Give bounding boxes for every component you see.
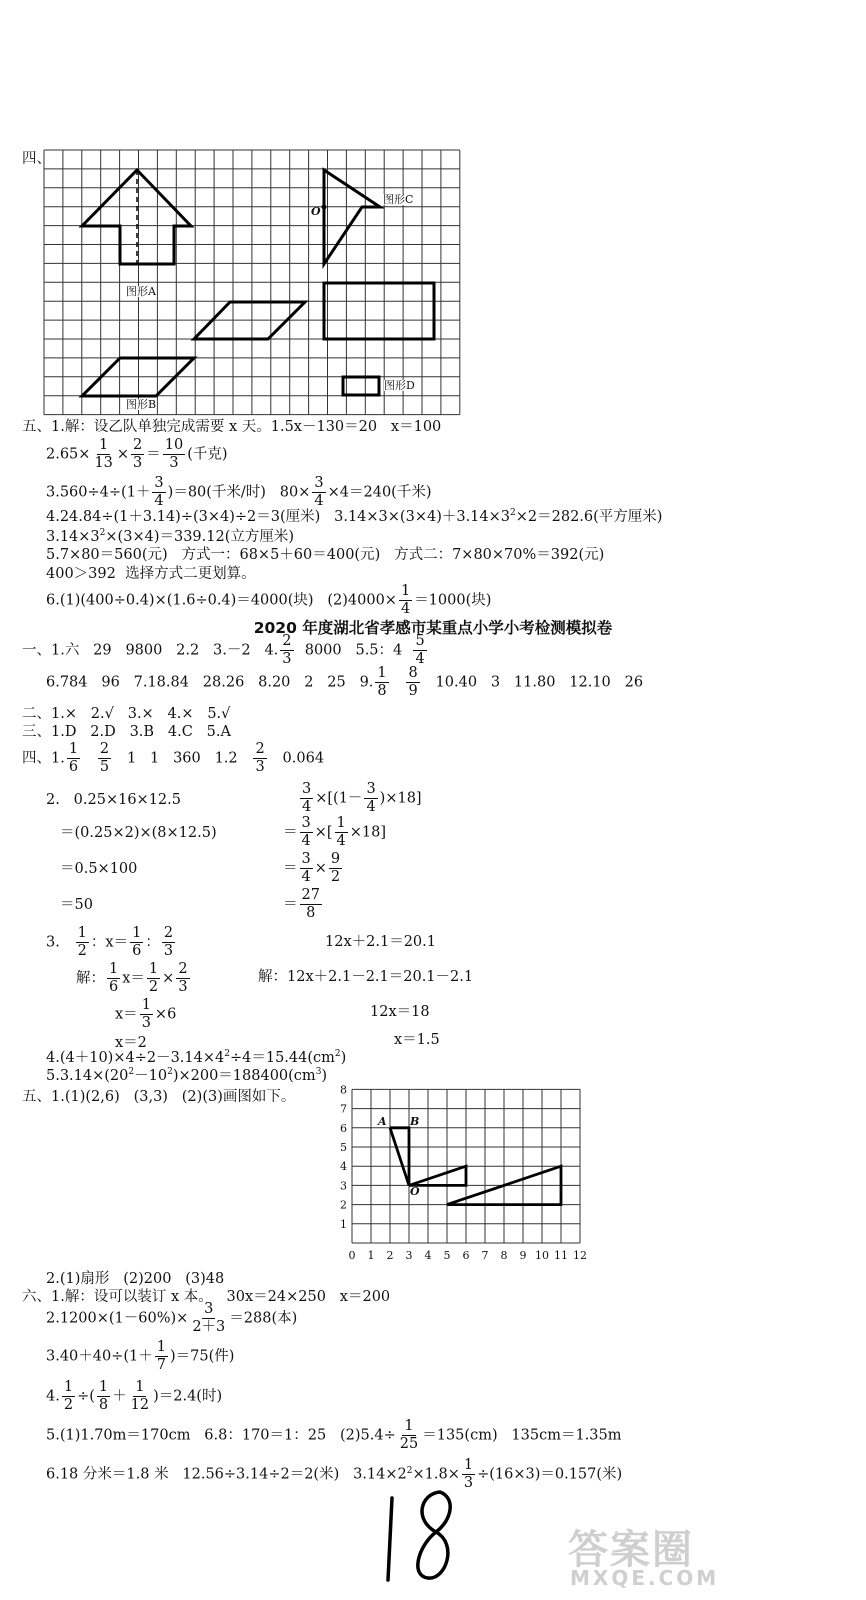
y-tick-label: 6	[340, 1121, 347, 1135]
equation-left-2: 解： $\frac{1}{6}$ x＝ $\frac{1}{2}$ × $\frac{2}{3}$	[76, 961, 188, 996]
sec5-line-2: 2.(1)扇形 (2)200 (3)48	[46, 1271, 225, 1287]
label-shape-b: 图形B	[126, 398, 157, 411]
equation-right-4: x＝1.5	[394, 1032, 440, 1048]
y-tick-label: 8	[340, 1085, 347, 1097]
label-shape-d: 图形D	[384, 379, 415, 392]
label-shape-a: 图形A	[126, 285, 156, 298]
sec5-top-line-1: 五、1.解：设乙队单独完成需要 x 天。1.5x－130＝20 x＝100	[22, 419, 442, 435]
calc-right-2: ＝ $\frac{3}{4}$ ×[ $\frac{1}{4}$ ×18]	[283, 815, 387, 850]
x-tick-label: 0	[348, 1249, 356, 1262]
x-tick-label: 1	[367, 1249, 375, 1262]
y-tick-label: 4	[340, 1160, 347, 1174]
sec5-top-line-5b: 400＞392 选择方式二更划算。	[46, 566, 256, 582]
x-tick-label: 4	[424, 1249, 432, 1262]
y-tick-label: 3	[340, 1179, 347, 1193]
series-shape-2	[409, 1166, 466, 1185]
label-point-o: O	[311, 205, 321, 218]
equation-left-1: 3. $\frac{1}{2}$ ：x＝ $\frac{1}{6}$ ： $\frac{2}{3}$	[46, 925, 174, 960]
series-shape-1	[390, 1128, 409, 1186]
point-o-dot	[322, 205, 327, 210]
sec2-line: 二、1.× 2.√ 3.× 4.× 5.√	[22, 706, 231, 722]
sec5-line-1: 五、1.(1)(2,6) (3,3) (2)(3)画图如下。	[22, 1089, 296, 1105]
sec1-line-2: 6.784 96 7.18.84 28.26 8.20 2 25 9. $\frac{1}{8}$ $\frac{8}{9}$ 10.40 3 11.80 12.10 26	[46, 665, 644, 700]
shape-d-rectangle	[343, 377, 379, 395]
sec5-top-line-4b: $3.14\times 3^2\times(3\times 4)=339.12$(立方厘米)	[46, 528, 295, 545]
sec3-line: 三、1.D 2.D 3.B 4.C 5.A	[22, 724, 231, 740]
sec6-line-3: 3.40＋40÷(1＋ $\frac{1}{7}$ )＝75(件)	[46, 1339, 235, 1374]
sec5-top-line-3: 3.560÷4÷(1＋ $\frac{3}{4}$ )＝80(千米/时) 80× $\frac{3}{4}$ ×4＝240(千米)	[46, 475, 432, 510]
sec6-line-2: 2.1200×(1－60%)× $\frac{3}{2+3}$ ＝288(本)	[46, 1301, 298, 1336]
equation-left-3: x＝ $\frac{1}{3}$ ×6	[115, 997, 177, 1032]
calc-right-1: $\frac{3}{4}$ ×[(1－ $\frac{3}{4}$ )×18]	[302, 781, 422, 816]
equation-right-2: 解：12x＋2.1－2.1＝20.1－2.1	[258, 969, 474, 985]
handwritten-page-number	[370, 1480, 470, 1590]
point-a-label: A	[378, 1115, 387, 1128]
x-tick-label: 2	[386, 1249, 394, 1262]
label-shape-c: 图形C	[383, 193, 414, 206]
sec4-line-4: $4.(4+10)\times 4\div 2-3.14\times 4^2\div 4=15.44(cm^2)$	[46, 1049, 347, 1066]
x-tick-label: 9	[519, 1249, 527, 1262]
section-4-label: 四、	[22, 151, 51, 167]
sec5-top-line-5: 5.7×80＝560(元) 方式一：68×5＋60＝400(元) 方式二：7×80×70%＝392(元)	[46, 547, 605, 563]
equation-right-1: 12x＋2.1＝20.1	[325, 934, 436, 950]
x-tick-label: 11	[554, 1249, 568, 1262]
equation-left-4: x＝2	[115, 1035, 147, 1051]
x-tick-label: 12	[573, 1249, 587, 1262]
sec6-line-6: 6.18 分米＝1.8 米 12.56÷3.14÷2＝2(米) $3.14\times 2^2\times 1.8\times$ $\frac{1}{3}$ ÷(16×3)＝0.157(米)	[46, 1457, 623, 1492]
sec4-line-5: $5.3.14\times(20^2-10^2)\times 200=188400(cm^3)$	[46, 1067, 328, 1084]
sec4-line-1: 四、1. $\frac{1}{6}$ $\frac{2}{5}$ 1 1 360 1.2 $\frac{2}{3}$ 0.064	[22, 741, 325, 776]
sec5-top-line-2: 2.65× $\frac{1}{13}$ × $\frac{2}{3}$ ＝ $\frac{10}{3}$ (千克)	[46, 437, 228, 472]
shape-c-triangle	[324, 170, 380, 264]
shape-rectangle	[324, 283, 434, 339]
x-tick-label: 5	[443, 1249, 451, 1262]
exam-title: 2020 年度湖北省孝感市某重点小学小考检测模拟卷	[253, 619, 613, 637]
y-tick-label: 7	[340, 1102, 347, 1116]
calc-left-4: ＝50	[60, 897, 93, 913]
sec6-line-5: 5.(1)1.70m＝170cm 6.8：170＝1：25 (2)5.4÷ $\frac{1}{25}$ ＝135(cm) 135cm＝1.35m	[46, 1418, 622, 1453]
sec6-line-1: 六、1.解：设可以装订 x 本。 30x＝24×250 x＝200	[22, 1289, 391, 1305]
point-o-label: O	[410, 1185, 420, 1198]
calc-left-2: ＝(0.25×2)×(8×12.5)	[60, 825, 217, 841]
sec6-line-4: 4. $\frac{1}{2}$ ÷( $\frac{1}{8}$ ＋ $\frac{1}{12}$ )＝2.4(时)	[46, 1379, 223, 1414]
calc-right-3: ＝ $\frac{3}{4}$ × $\frac{9}{2}$	[283, 851, 341, 886]
shape-grid-figure	[0, 0, 866, 430]
sec5-top-line-4: 4.24.84÷(1＋3.14)÷(3×4)÷2＝3(厘米) $3.14\times 3\times(3\times 4)+3.14\times 3^2\times 2=282.6$(平方厘米)	[46, 508, 663, 525]
equation-right-3: 12x＝18	[370, 1004, 430, 1020]
watermark-logo: 答案圈 MXQE.COM	[568, 1527, 720, 1590]
y-tick-label: 5	[340, 1141, 347, 1154]
point-b-label: B	[410, 1115, 420, 1128]
calc-left-1: 2. 0.25×16×12.5	[46, 792, 181, 808]
coordinate-chart	[330, 1085, 600, 1270]
sec5-top-line-6: 6.(1)(400÷0.4)×(1.6÷0.4)＝4000(块) (2)4000× $\frac{1}{4}$ ＝1000(块)	[46, 583, 492, 618]
calc-right-4: ＝ $\frac{27}{8}$	[283, 887, 320, 922]
x-tick-label: 7	[481, 1249, 489, 1262]
x-tick-label: 6	[462, 1249, 470, 1262]
x-tick-label: 3	[405, 1249, 413, 1262]
calc-left-3: ＝0.5×100	[60, 861, 138, 877]
y-tick-label: 2	[340, 1198, 347, 1212]
x-tick-label: 10	[535, 1249, 549, 1262]
sec1-line-1: 一、1.六 29 9800 2.2 3.－2 4. $\frac{2}{3}$ 8000 5.5：4 $\frac{5}{4}$	[22, 633, 425, 668]
y-tick-label: 1	[340, 1217, 347, 1231]
x-tick-label: 8	[500, 1249, 508, 1262]
